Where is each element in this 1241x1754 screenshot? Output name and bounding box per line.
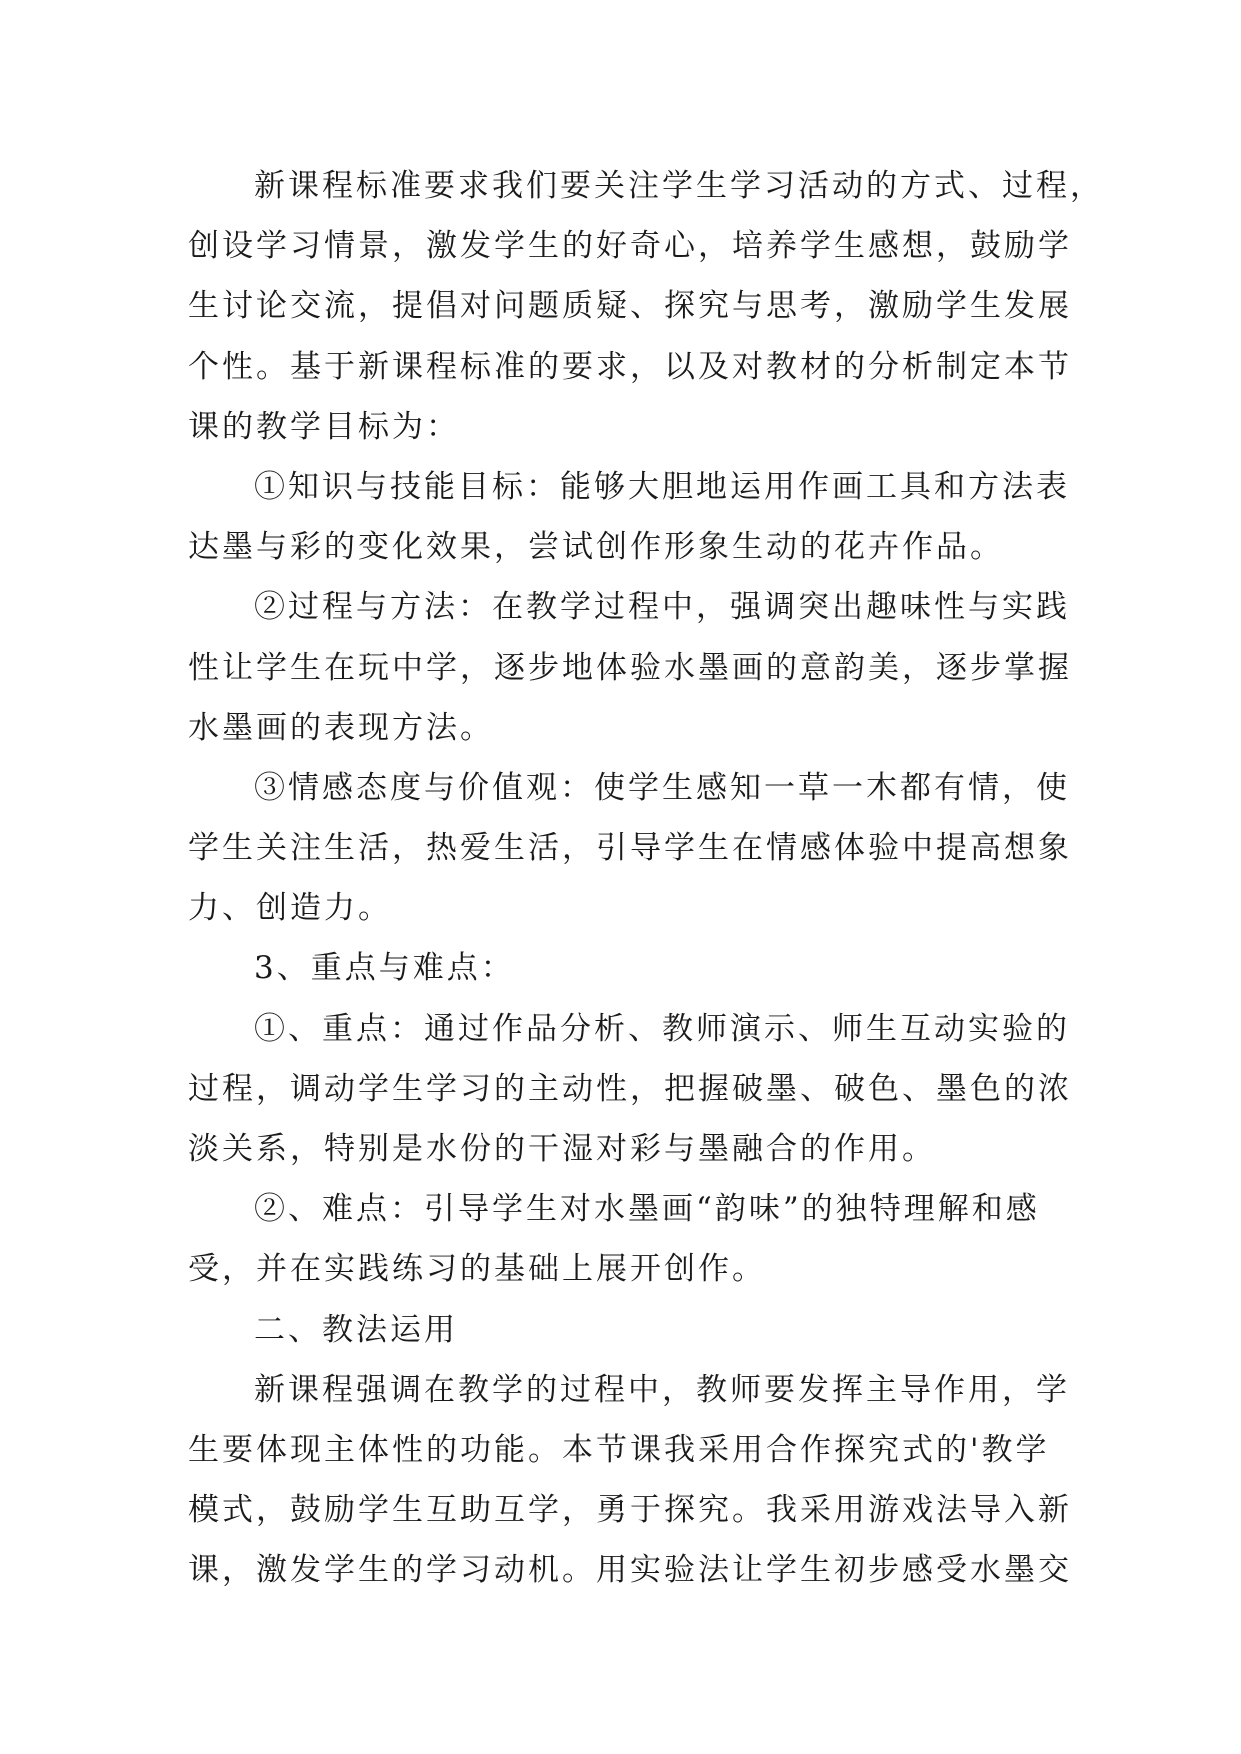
document-body (188, 156, 1104, 1601)
paragraph-line: ②、难点：引导学生对水墨画“韵味”的独特理解和感 (254, 1191, 1040, 1228)
paragraph-line: ①、重点：通过作品分析、教师演示、师生互动实验的 (254, 1010, 1070, 1047)
paragraph-line: 课的教学目标为： (188, 408, 460, 445)
paragraph-line: 淡关系，特别是水份的干湿对彩与墨融合的作用。 (188, 1131, 936, 1167)
paragraph-line: 达墨与彩的变化效果，尝试创作形象生动的花卉作品。 (188, 529, 1004, 566)
section-heading: 二、教法运用 (254, 1311, 458, 1348)
section-heading: 3、重点与难点： (254, 950, 515, 987)
paragraph-line: 生要体现主体性的功能。本节课我采用合作探究式的'教学 (188, 1431, 1050, 1468)
paragraph-line: 力、创造力。 (188, 890, 392, 927)
paragraph-line: 个性。基于新课程标准的要求，以及对教材的分析制定本节 (188, 348, 1072, 385)
paragraph-line: 模式，鼓励学生互助互学，勇于探究。我采用游戏法导入新 (188, 1492, 1072, 1529)
paragraph-line: ③情感态度与价值观：使学生感知一草一木都有情，使 (254, 769, 1070, 806)
paragraph-line: 水墨画的表现方法。 (188, 709, 494, 746)
paragraph-line: 创设学习情景，激发学生的好奇心，培养学生感想，鼓励学 (188, 228, 1072, 265)
paragraph-line: 生讨论交流，提倡对问题质疑、探究与思考，激励学生发展 (188, 288, 1072, 325)
paragraph-line: 过程，调动学生学习的主动性，把握破墨、破色、墨色的浓 (188, 1070, 1072, 1107)
paragraph-line: ②过程与方法：在教学过程中，强调突出趣味性与实践 (254, 589, 1070, 626)
paragraph-line: 性让学生在玩中学，逐步地体验水墨画的意韵美，逐步掌握 (188, 649, 1072, 686)
paragraph-line: 新课程强调在教学的过程中，教师要发挥主导作用，学 (254, 1371, 1070, 1408)
paragraph-line: 受，并在实践练习的基础上展开创作。 (188, 1251, 766, 1288)
paragraph-line: 新课程标准要求我们要关注学生学习活动的方式、过程， (254, 168, 1104, 204)
paragraph-line: ①知识与技能目标：能够大胆地运用作画工具和方法表 (254, 468, 1070, 505)
paragraph-line: 学生关注生活，热爱生活，引导学生在情感体验中提高想象 (188, 830, 1072, 867)
paragraph-line: 课，激发学生的学习动机。用实验法让学生初步感受水墨交 (188, 1552, 1072, 1589)
